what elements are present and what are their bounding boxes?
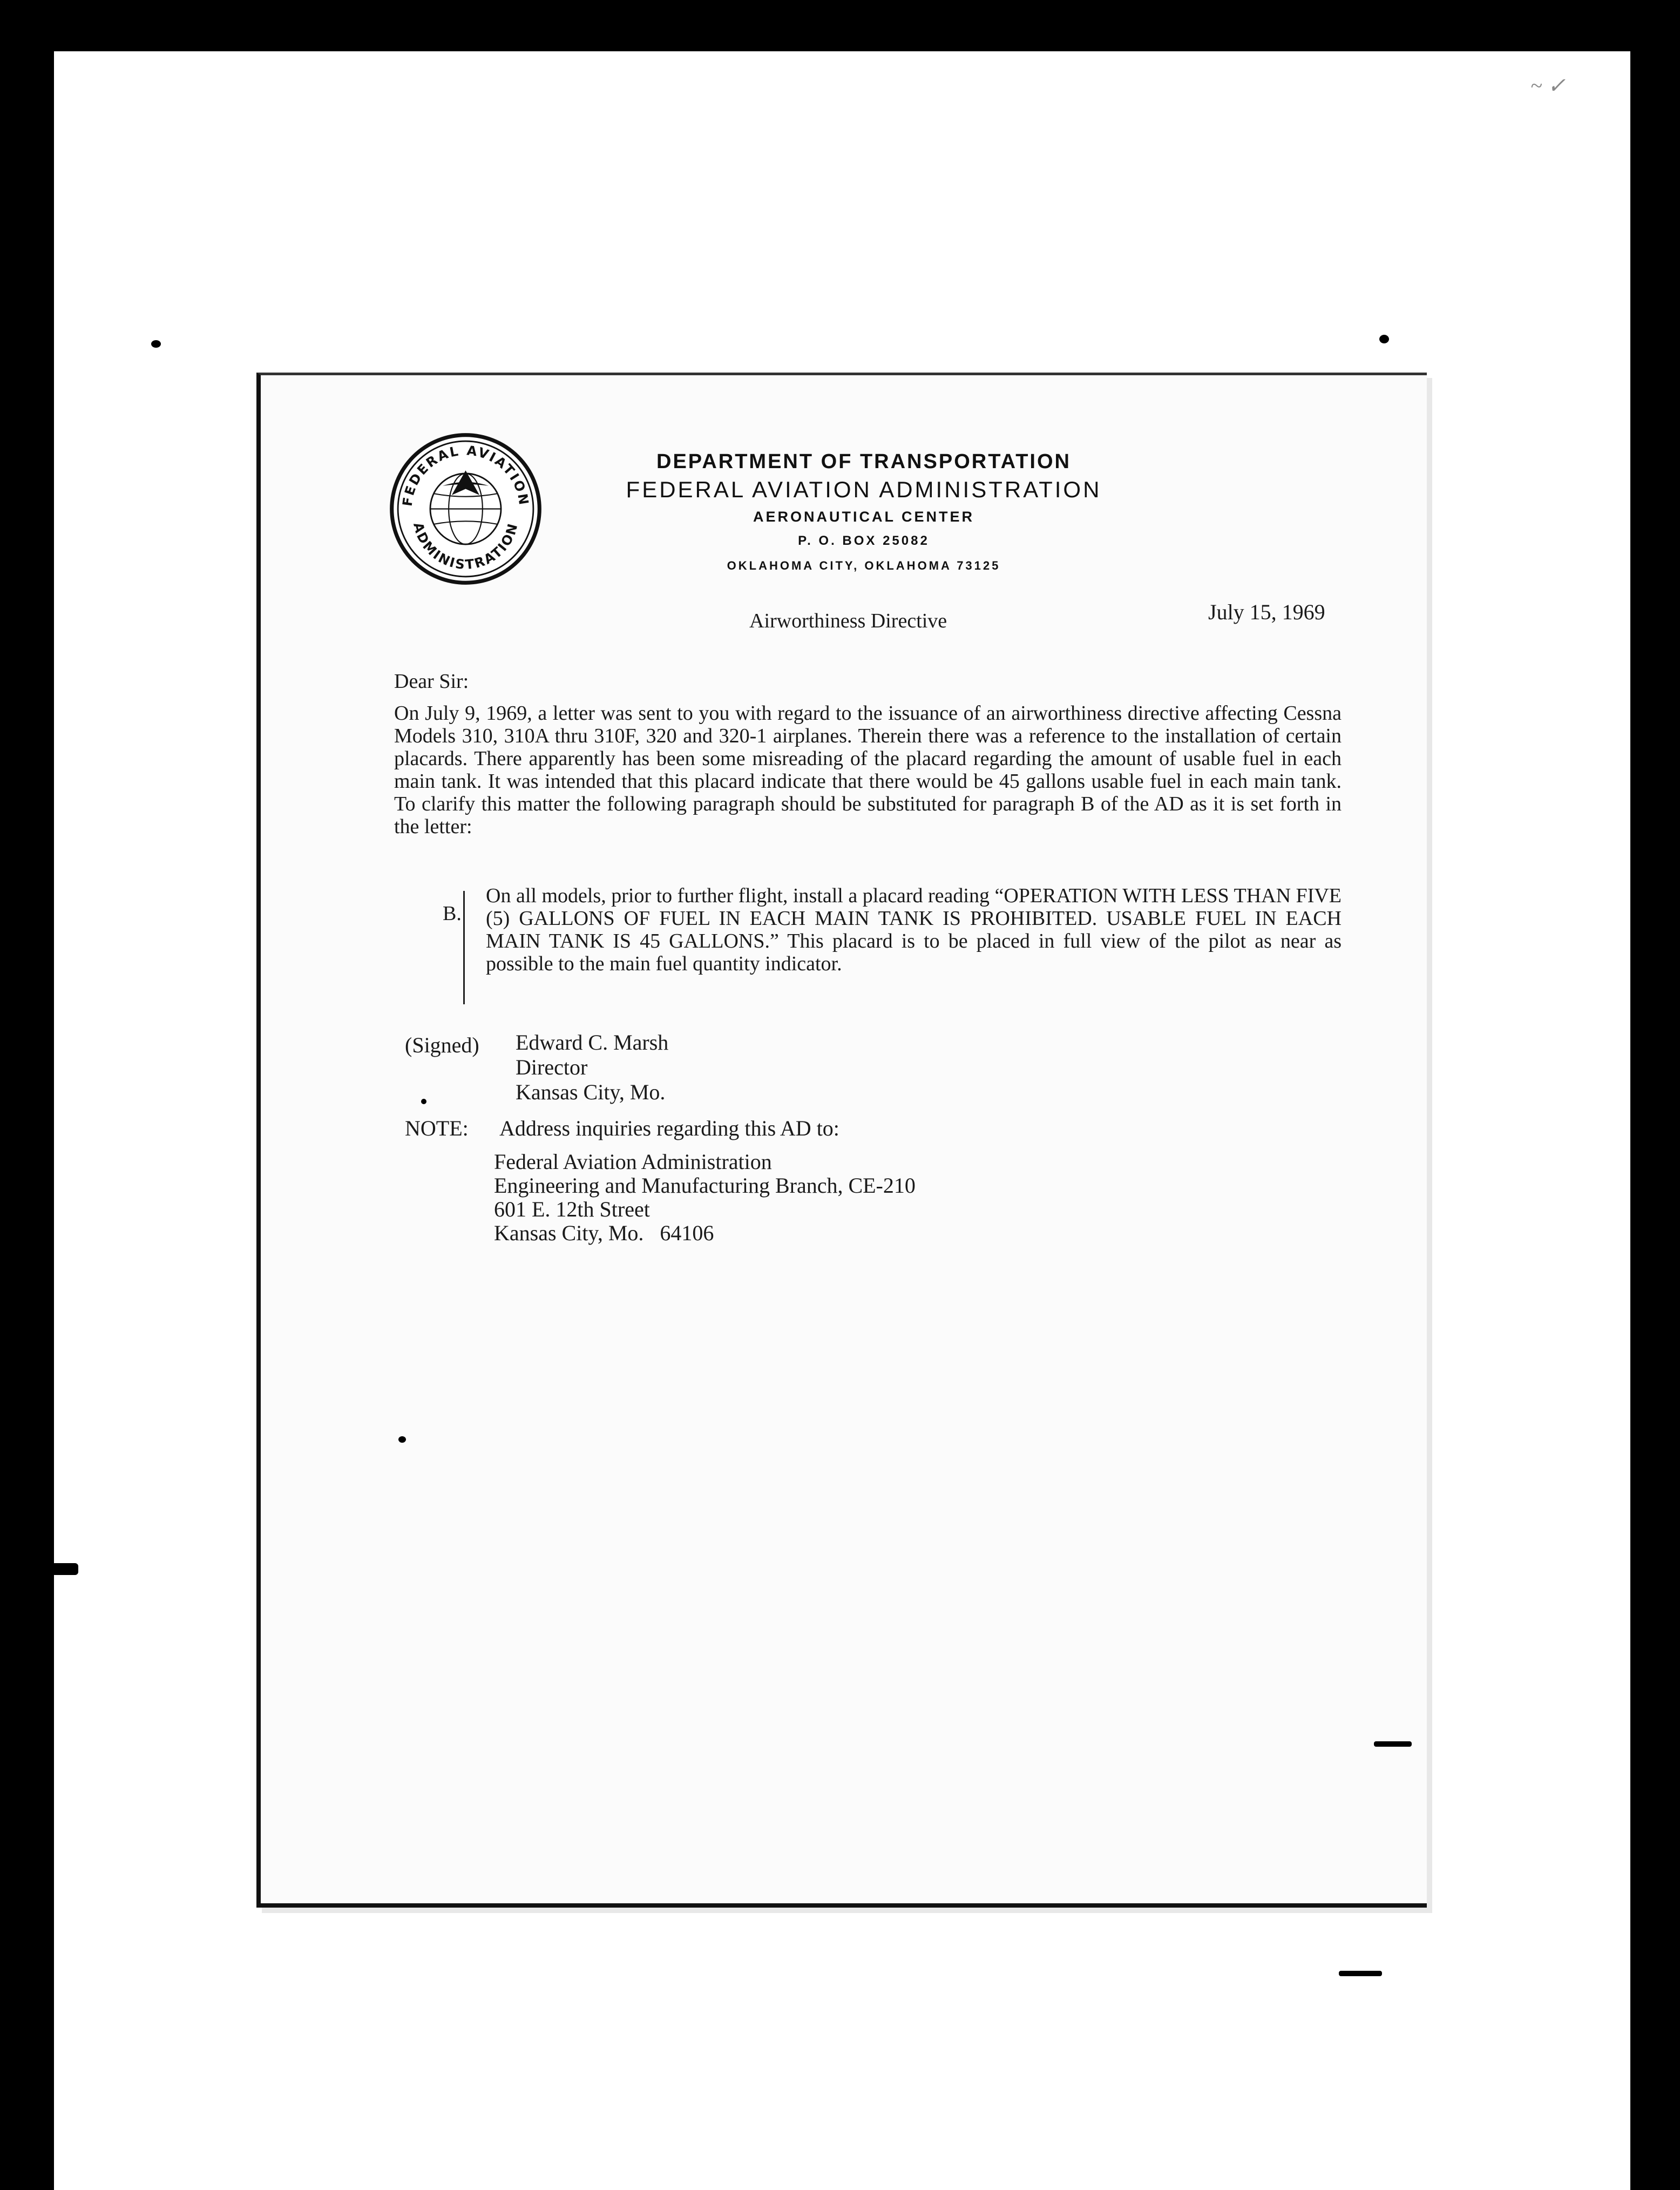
scan-speck — [398, 1436, 406, 1443]
body-paragraph: On July 9, 1969, a letter was sent to you with regard to the issuance of an airworthiness directive affecting Cessna Models 310, 310A thru 310F, 320 and 320-1 airplanes. Therein there was a reference to the installation of certain placards. There apparently has been some misreading of the placard regarding the amount of usable fuel in each main tank. It was intended that this placard indicate that there would be 45 gallons usable fuel in each main tank. To clarify this matter the following paragraph should be substituted for paragraph B of the AD as it is set forth in the letter: — [394, 702, 1342, 838]
margin-rule — [463, 891, 465, 1004]
address-line: 601 E. 12th Street — [494, 1197, 650, 1221]
address-line: Kansas City, Mo. 64106 — [494, 1221, 714, 1245]
scan-speck — [1339, 1971, 1382, 1976]
signed-label: (Signed) — [405, 1033, 479, 1057]
agency-name: FEDERAL AVIATION ADMINISTRATION — [626, 477, 1102, 502]
scan-speck — [421, 1099, 426, 1104]
faa-seal-icon — [389, 432, 543, 586]
note-text: Address inquiries regarding this AD to: — [499, 1116, 839, 1140]
po-box: P. O. BOX 25082 — [798, 533, 930, 548]
signer-name: Edward C. Marsh — [516, 1030, 669, 1055]
signer-location: Kansas City, Mo. — [516, 1080, 666, 1104]
letterhead — [567, 448, 1161, 579]
subject-line: Airworthiness Directive — [749, 610, 947, 632]
department-name: DEPARTMENT OF TRANSPORTATION — [656, 450, 1071, 473]
scan-edge — [1630, 51, 1680, 2190]
seal-text-top: FEDERAL AVIATION — [399, 443, 532, 508]
salutation: Dear Sir: — [394, 670, 469, 693]
scan-speck — [151, 340, 161, 348]
signature-block — [516, 1030, 668, 1105]
address-line: Engineering and Manufacturing Branch, CE-210 — [494, 1173, 916, 1198]
scan-speck — [1374, 1741, 1412, 1747]
letter-date: July 15, 1969 — [1208, 600, 1325, 624]
paragraph-b-marker: B. — [443, 902, 462, 925]
seal-text-bottom: ADMINISTRATION — [410, 521, 521, 573]
city-line: OKLAHOMA CITY, OKLAHOMA 73125 — [727, 559, 1001, 572]
address-line: Federal Aviation Administration — [494, 1150, 772, 1174]
scan-speck — [1379, 335, 1389, 343]
paragraph-b-text: On all models, prior to further flight, install a placard reading “OPERATION WITH LESS THAN FIVE (5) GALLONS OF FUEL IN EACH MAIN TANK IS PROHIBITED. USABLE FUEL IN EACH MAIN TANK IS 45 GALLONS.” This placard is to be placed in full view of the pilot as near as possible to the main fuel quantity indicator. — [486, 884, 1342, 975]
signer-title: Director — [516, 1055, 588, 1079]
scan-speck — [51, 1563, 78, 1575]
pencil-mark: ~ ✓ — [1530, 73, 1566, 98]
address-block — [494, 1150, 916, 1245]
note-label: NOTE: — [405, 1116, 469, 1140]
center-name: AERONAUTICAL CENTER — [753, 509, 974, 525]
